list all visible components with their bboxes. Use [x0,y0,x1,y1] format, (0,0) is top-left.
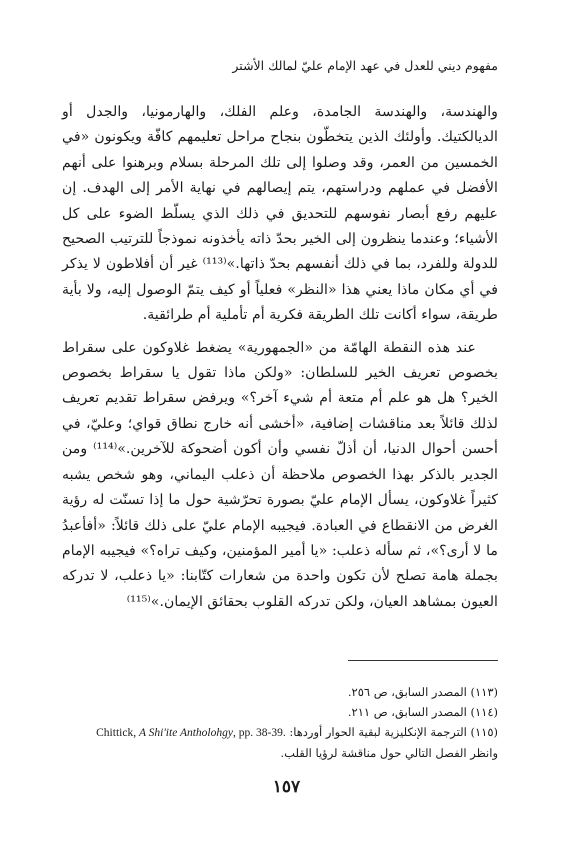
citation-pages: , pp. 38-39. [232,727,286,739]
footnotes [62,682,498,763]
paragraph-1: والهندسة، والهندسة الجامدة، وعلم الفلك، والهارمونيا، والجدل أو الديالكتيك. وأولئك الذين يتخطّون بنجاح مراحل تعليمهم كافّة ويكونون «في الخمسين من العمر، وقد وصلوا إلى تلك المرحلة بسلام وبرهنوا على أنهم الأفضل في عملهم ودراستهم، يتم إيصالهم في نهاية الأمر إلى الهدف. إن عليهم رفع أبصار نفوسهم للتحديق في ذلك الذي يسلّط الضوء على كل الأشياء؛ وعندما ينظرون إلى الخير بحدّ ذاته يأخذونه نموذجاً للترتيب الصحيح للدولة وللفرد، بما في ذلك أنفسهم بحدّ ذاتها.»⁽¹¹³⁾ غير أن أفلاطون لا يذكر في أي مكان ماذا يعني هذا «النظر» فعلياً أو كيف يتمّ الوصول إليه، ولا بأية طريقة، سواء أكانت تلك الطريقة فكرية أم تأملية أم طرائقية. [62,104,498,324]
running-title: مفهوم ديني للعدل في عهد الإمام عليّ لمالك الأشتر [232,58,498,73]
footnote-115-citation [96,727,286,739]
page-number: ١٥٧ [272,777,301,797]
footnote-114: (١١٤) المصدر السابق، ص ٢١١. [347,705,498,719]
footnote-115 [62,722,498,743]
footnote-115-text: (١١٥) الترجمة الإنكليزية لبقية الحوار أوردها: [289,725,498,739]
footnote-113: (١١٣) المصدر السابق، ص ٢٥٦. [347,685,498,699]
main-text [62,100,498,615]
citation-title: A Shi'ite Antholohgy [138,727,233,739]
footnote-divider [348,660,498,661]
paragraph-2: عند هذه النقطة الهامّة من «الجمهورية» يضغط غلاوكون على سقراط بخصوص تعريف الخير للسلطان: «ولكن ماذا تقول يا سقراط بخصوص الخير؟ هل هو علم أم متعة أم شيء آخر؟» ويرفض سقراط تقديم تعريف لذلك قائلاً بعد مناقشات إضافية، «أخشى أنه خارج نطاق قواي؛ وعليّ، في أحسن أحوال الدنيا، أن أذلّ نفسي وأن أكون أضحوكة للآخرين.»⁽¹¹⁴⁾ ومن الجدير بالذكر بهذا الخصوص ملاحظة أن ذعلب اليماني، وهو شخص يشبه كثيراً غلاوكون، يسأل الإمام عليّ بصورة تحرّشية حول ما إذا تسنّت له رؤية الغرض من الانقطاع في العبادة. فيجيبه الإمام عليّ على ذلك قائلاً: «أفأعبدُ ما لا أرى؟»، ثم سأله ذعلب: «يا أمير المؤمنين، وكيف تراه؟» فيجيبه الإمام بجملة هامة تصلح لأن تكون واحدة من شعارات كتّابنا: «يا ذعلب، لا تدركه العيون بمشاهد العيان، ولكن تدركه القلوب بحقائق الإيمان.»⁽¹¹⁵⁾ [62,339,498,610]
footnote-115-continuation: وانظر الفصل التالي حول مناقشة لرؤيا القلب. [280,746,498,760]
citation-author: Chittick, [96,727,139,739]
